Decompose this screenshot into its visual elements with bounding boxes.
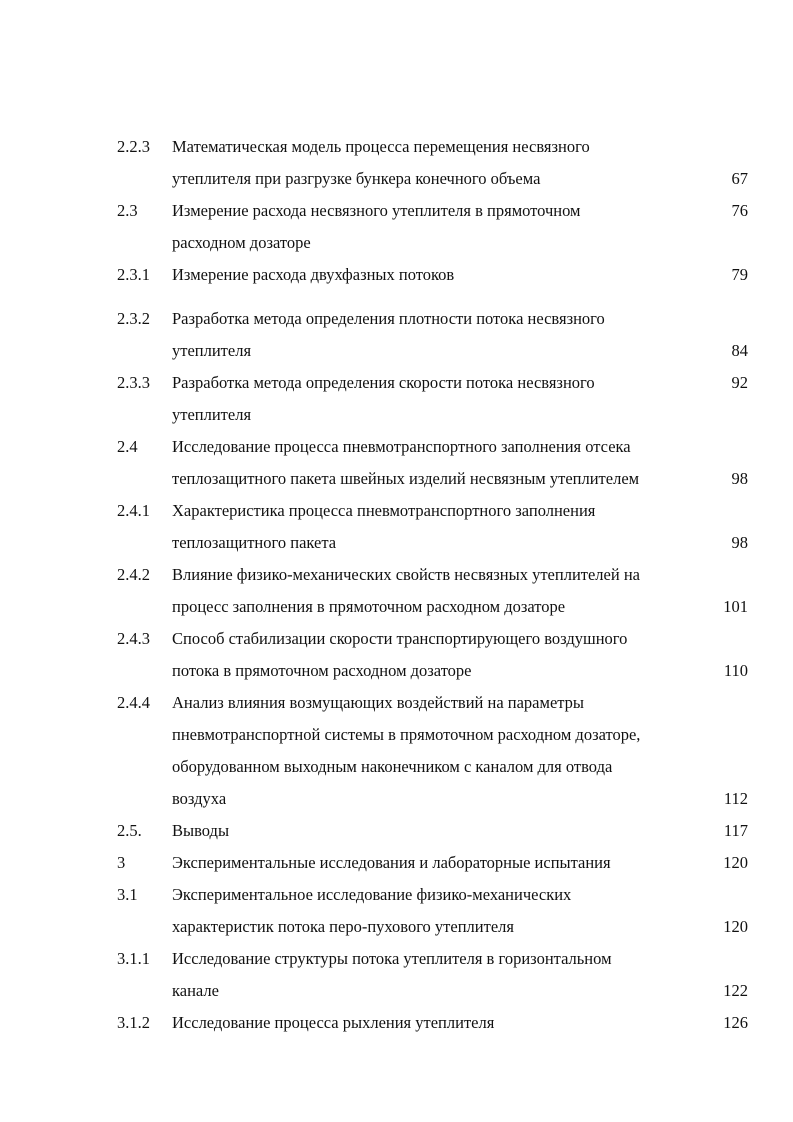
toc-entry-page: 92	[731, 373, 748, 392]
toc-entry-number: 2.4	[117, 437, 138, 456]
toc-entry-number: 2.4.1	[117, 501, 150, 520]
toc-line	[0, 167, 793, 191]
toc-entry-page: 122	[723, 981, 748, 1000]
toc-line	[0, 231, 793, 255]
toc-line	[0, 723, 793, 747]
toc-line	[0, 135, 793, 159]
toc-line	[0, 883, 793, 907]
toc-entry-title: Измерение расхода двухфазных потоков	[172, 265, 455, 284]
toc-line	[0, 659, 793, 683]
toc-line	[0, 947, 793, 971]
toc-entry-page: 117	[723, 821, 748, 840]
toc-entry-number: 2.4.2	[117, 565, 150, 584]
toc-entry-title: пневмотранспортной системы в прямоточном расходном дозаторе,	[172, 725, 641, 744]
toc-entry-title: Экспериментальное исследование физико-механических	[172, 885, 572, 904]
toc-entry-page: 101	[723, 597, 748, 616]
toc-line	[0, 627, 793, 651]
toc-entry-title: канале	[172, 981, 219, 1000]
toc-entry-page: 112	[723, 789, 748, 808]
toc-line	[0, 403, 793, 427]
toc-entry-number: 2.3.2	[117, 309, 150, 328]
toc-line	[0, 531, 793, 555]
toc-entry-title: теплозащитного пакета швейных изделий несвязным утеплителем	[172, 469, 640, 488]
toc-entry-number: 3.1.1	[117, 949, 150, 968]
toc-entry-page: 67	[731, 169, 748, 188]
toc-line	[0, 563, 793, 587]
toc-entry-title: Экспериментальные исследования и лабораторные испытания	[172, 853, 611, 872]
toc-entry-number: 3.1	[117, 885, 138, 904]
toc-entry-title: характеристик потока перо-пухового утеплителя	[172, 917, 514, 936]
toc-entry-title: Влияние физико-механических свойств несвязных утеплителей на	[172, 565, 640, 584]
toc-entry-title: Характеристика процесса пневмотранспортного заполнения	[172, 501, 596, 520]
toc-entry-title: Измерение расхода несвязного утеплителя в прямоточном	[172, 201, 581, 220]
toc-entry-number: 3.1.2	[117, 1013, 150, 1032]
toc-entry-title: оборудованном выходным наконечником с каналом для отвода	[172, 757, 613, 776]
toc-line	[0, 339, 793, 363]
toc-entry-number: 3	[117, 853, 126, 872]
toc-entry-page: 76	[731, 201, 748, 220]
toc-line	[0, 307, 793, 331]
toc-line	[0, 499, 793, 523]
toc-entry-title: потока в прямоточном расходном дозаторе	[172, 661, 472, 680]
toc-entry-title: утеплителя	[172, 405, 252, 424]
toc-entry-title: Способ стабилизации скорости транспортирующего воздушного	[172, 629, 628, 648]
toc-line	[0, 851, 793, 875]
toc-entry-page: 84	[731, 341, 748, 360]
toc-line	[0, 755, 793, 779]
toc-entry-title: Математическая модель процесса перемещения несвязного	[172, 137, 590, 156]
toc-entry-page: 120	[723, 917, 748, 936]
toc-line	[0, 819, 793, 843]
toc-entry-page: 79	[731, 265, 748, 284]
toc-line	[0, 691, 793, 715]
toc-entry-title: Анализ влияния возмущающих воздействий на параметры	[172, 693, 585, 712]
toc-entry-number: 2.3.3	[117, 373, 150, 392]
toc-entry-title: Исследование процесса рыхления утеплителя	[172, 1013, 495, 1032]
toc-entry-page: 110	[723, 661, 748, 680]
toc-line	[0, 787, 793, 811]
toc-line	[0, 435, 793, 459]
toc-entry-page: 98	[731, 533, 748, 552]
toc-entry-title: Исследование процесса пневмотранспортного заполнения отсека	[172, 437, 631, 456]
toc-line	[0, 199, 793, 223]
toc-entry-number: 2.4.3	[117, 629, 150, 648]
toc-entry-title: Выводы	[172, 821, 230, 840]
toc-entry-title: Разработка метода определения скорости потока несвязного	[172, 373, 595, 392]
toc-line	[0, 371, 793, 395]
toc-line	[0, 1011, 793, 1035]
toc-entry-title: Исследование структуры потока утеплителя в горизонтальном	[172, 949, 612, 968]
toc-entry-title: утеплителя при разгрузке бункера конечного объема	[172, 169, 541, 188]
toc-entry-number: 2.3.1	[117, 265, 150, 284]
toc-entry-number: 2.4.4	[117, 693, 150, 712]
toc-entry-title: воздуха	[172, 789, 227, 808]
toc-line	[0, 915, 793, 939]
toc-line	[0, 263, 793, 287]
toc-line	[0, 467, 793, 491]
toc-entry-title: Разработка метода определения плотности потока несвязного	[172, 309, 605, 328]
toc-entry-page: 126	[723, 1013, 748, 1032]
toc-entry-page: 98	[731, 469, 748, 488]
toc-entry-number: 2.2.3	[117, 137, 150, 156]
toc-entry-title: утеплителя	[172, 341, 252, 360]
toc-entry-page: 120	[723, 853, 748, 872]
toc-line	[0, 979, 793, 1003]
toc-entry-number: 2.3	[117, 201, 138, 220]
toc-entry-title: теплозащитного пакета	[172, 533, 337, 552]
toc-entry-number: 2.5.	[117, 821, 142, 840]
toc-entry-title: расходном дозаторе	[172, 233, 311, 252]
toc-line	[0, 595, 793, 619]
toc-entry-title: процесс заполнения в прямоточном расходном дозаторе	[172, 597, 566, 616]
